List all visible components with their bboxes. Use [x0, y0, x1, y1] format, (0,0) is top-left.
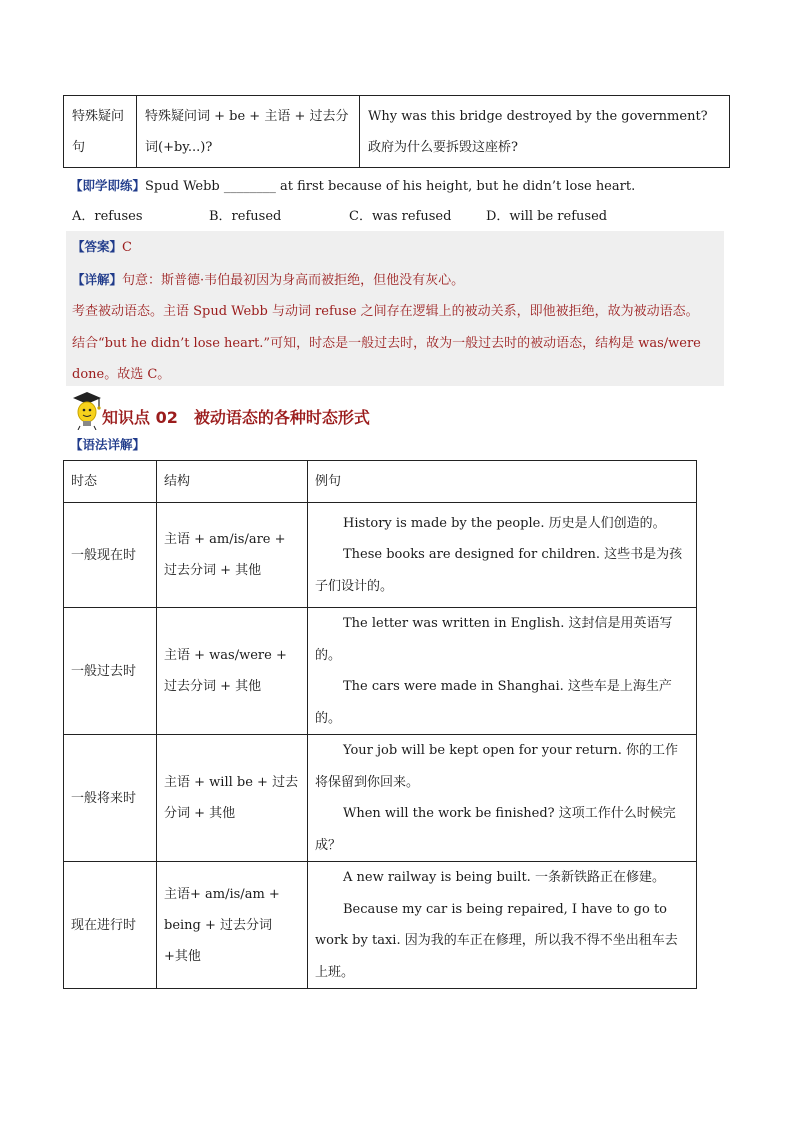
detail-line — [66, 264, 724, 297]
tense-cell: 一般现在时 — [64, 503, 157, 608]
example-sentence: History is made by the people. 历史是人们创造的。 — [343, 515, 666, 531]
structure-cell: 主语 + am/is/are + 过去分词 + 其他 — [157, 503, 308, 608]
table-cell-type — [64, 96, 137, 168]
example-sentence: The letter was written in English. 这封信是用英语写的。 — [315, 616, 673, 663]
answer-tag: 【答案】 — [72, 239, 123, 254]
detail-tag: 【详解】 — [72, 271, 123, 287]
detail-text: 句意：斯普德·韦伯最初因为身高而被拒绝，但他没有灰心。 — [122, 272, 465, 288]
tense-cell: 现在进行时 — [64, 862, 157, 989]
cell-text: Why was this bridge destroyed by the government? 政府为什么要拆毁这座桥? — [368, 108, 708, 155]
option-b: B．refused — [209, 209, 282, 224]
exercise-tag: 【即学即练】 — [70, 178, 146, 193]
table-header-row — [64, 461, 697, 503]
cell-text: 特殊疑问句 — [72, 108, 125, 155]
structure-cell: 主语 + will be + 过去分词 + 其他 — [157, 735, 308, 862]
tense-cell: 一般过去时 — [64, 608, 157, 735]
exercise-question — [70, 176, 635, 197]
structure-cell: 主语+ am/is/am + being + 过去分词 +其他 — [157, 862, 308, 989]
option-a: A．refuses — [72, 209, 143, 224]
table-row — [64, 735, 697, 862]
table-row — [64, 862, 697, 989]
detail-text: 结合“but he didn’t lose heart.”可知，时态是一般过去时，故为一般过去时的被动语态，结构是 was/were — [72, 335, 701, 351]
option-d: D．will be refused — [486, 209, 608, 224]
table-row — [64, 503, 697, 608]
answer-box — [66, 231, 724, 386]
example-sentence: A new railway is being built. 一条新铁路正在修建。 — [343, 870, 665, 885]
table-row — [64, 96, 730, 168]
section-tag: 【语法详解】 — [70, 437, 146, 452]
table-cell-example — [360, 96, 730, 168]
example-sentence: These books are designed for children. 这些书是为孩子们设计的。 — [315, 547, 683, 594]
detail-text: done。故选 C。 — [72, 367, 171, 382]
header-cell: 例句 — [308, 461, 697, 503]
answer-value: C — [122, 240, 132, 255]
example-sentence: Your job will be kept open for your return. 你的工作将保留到你回来。 — [315, 743, 679, 790]
table-row — [64, 608, 697, 735]
top-table — [63, 95, 730, 168]
structure-cell: 主语 + was/were + 过去分词 + 其他 — [157, 608, 308, 735]
cell-text: 特殊疑问词 + be + 主语 + 过去分词(+by...)? — [145, 108, 349, 155]
example-cell — [308, 608, 697, 735]
table-cell-structure — [137, 96, 360, 168]
example-sentence: Because my car is being repaired, I have to go to work by taxi. 因为我的车正在修理，所以我不得不坐出租车去上班。 — [315, 901, 678, 980]
lightbulb-graduate-icon — [70, 390, 104, 430]
example-cell — [308, 735, 697, 862]
option-c: C．was refused — [349, 209, 452, 224]
example-cell — [308, 503, 697, 608]
example-sentence: When will the work be finished? 这项工作什么时候完成？ — [315, 806, 676, 853]
question-text: Spud Webb ________ at first because of his height, but he didn’t lose heart. — [145, 179, 636, 194]
example-sentence: The cars were made in Shanghai. 这些车是上海生产的。 — [315, 679, 672, 726]
answer-line — [66, 231, 724, 264]
grammar-table — [63, 460, 697, 989]
header-cell: 结构 — [157, 461, 308, 503]
knowledge-title: 知识点 02 被动语态的各种时态形式 — [102, 408, 370, 427]
detail-text: 考查被动语态。主语 Spud Webb 与动词 refuse 之间存在逻辑上的被动关系，即他被拒绝，故为被动语态。 — [72, 304, 699, 319]
header-cell: 时态 — [64, 461, 157, 503]
tense-cell: 一般将来时 — [64, 735, 157, 862]
example-cell — [308, 862, 697, 989]
